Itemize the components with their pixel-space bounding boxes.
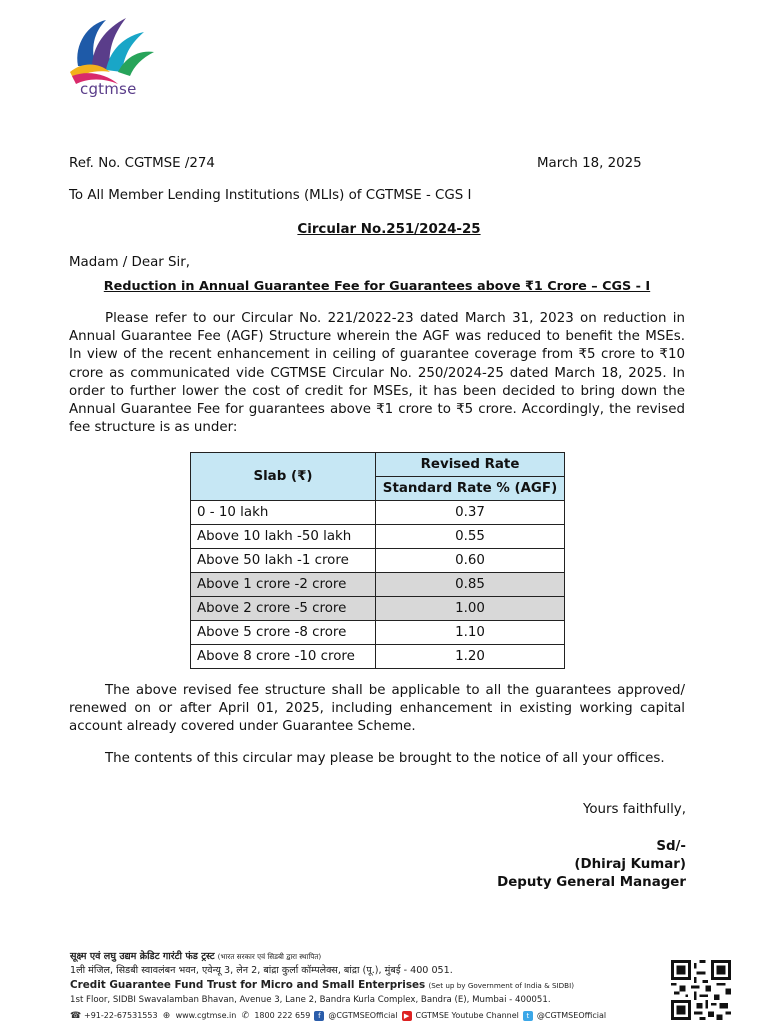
circular-number: Circular No.251/2024-25: [297, 222, 481, 237]
rate-cell: 0.60: [376, 549, 565, 573]
paragraph-notice: [69, 750, 685, 768]
footer-website[interactable]: www.cgtmse.in: [175, 1011, 237, 1020]
phone-icon: ☎: [70, 1011, 82, 1021]
paragraph-applicability-text: The above revised fee structure shall be applicable to all the guarantees approved/ renewed on or after April 01, 2025, including enhancement in existing working capital account already covered under Guarantee Scheme.: [69, 683, 685, 735]
rate-cell: 0.85: [376, 573, 565, 597]
slab-cell: Above 5 crore -8 crore: [191, 621, 376, 645]
paragraph-notice-text: The contents of this circular may please be brought to the notice of all your offices.: [105, 751, 665, 766]
qr-code: [671, 960, 731, 1020]
footer-hindi-name: सूक्ष्म एवं लघु उद्यम क्रेडिट गारंटी फंड ट्रस्ट: [70, 951, 215, 962]
youtube-icon: ▶: [402, 1011, 412, 1021]
signatory-name: (Dhiraj Kumar): [574, 857, 686, 872]
table-header-revised-rate: Revised Rate: [376, 453, 565, 477]
slab-cell: Above 50 lakh -1 crore: [191, 549, 376, 573]
footer-phone: +91-22-67531553: [84, 1011, 158, 1020]
paragraph-intro: [69, 310, 685, 437]
facebook-icon: f: [314, 1011, 324, 1021]
globe-icon: ⊕: [162, 1011, 171, 1021]
footer-youtube[interactable]: CGTMSE Youtube Channel: [415, 1011, 519, 1020]
signature-sd: Sd/-: [656, 839, 686, 854]
slab-cell: Above 8 crore -10 crore: [191, 645, 376, 669]
footer-contact-row: [70, 1009, 670, 1023]
footer-english-address: 1st Floor, SIDBI Swavalamban Bhavan, Avenue 3, Lane 2, Bandra Kurla Complex, Bandra (E), Mumbai - 400051.: [70, 995, 551, 1005]
table-row: [191, 549, 565, 573]
letterhead-footer: [70, 950, 670, 1023]
table-row: [191, 621, 565, 645]
table-row-highlighted: [191, 573, 565, 597]
footer-english-name: Credit Guarantee Fund Trust for Micro and Small Enterprises: [70, 979, 426, 991]
table-row: [191, 501, 565, 525]
table-header-standard-rate: Standard Rate % (AGF): [376, 477, 565, 501]
rate-cell: 1.20: [376, 645, 565, 669]
footer-twitter[interactable]: @CGTMSEOfficial: [536, 1011, 607, 1020]
slab-cell: Above 2 crore -5 crore: [191, 597, 376, 621]
table-row: [191, 645, 565, 669]
rate-cell: 1.10: [376, 621, 565, 645]
slab-cell: 0 - 10 lakh: [191, 501, 376, 525]
table-row-highlighted: [191, 597, 565, 621]
footer-tollfree: 1800 222 659: [254, 1011, 311, 1020]
paragraph-applicability: [69, 682, 685, 737]
subject-line: Reduction in Annual Guarantee Fee for Guarantees above ₹1 Crore – CGS - I: [103, 279, 651, 294]
rate-cell: 0.55: [376, 525, 565, 549]
footer-hindi-address: 1ली मंजिल, सिडबी स्वावलंबन भवन, एवेन्यू 3, लेन 2, बांद्रा कुर्ला कॉम्पलेक्स, बांद्रा (पू.), मुंबई - 400 051.: [70, 965, 453, 976]
paragraph-intro-text: Please refer to our Circular No. 221/2022-23 dated March 31, 2023 on reduction in Annual Guarantee Fee (AGF) Structure wherein the AGF was reduced to benefit the MSEs. In view of the recent enhancement in ceiling of guarantee coverage from ₹5 crore to ₹10 crore as communicated vide CGTMSE Circular No. 250/2024-25 dated March 18, 2025. In order to further lower the cost of credit for MSEs, it has been decided to bring down the Annual Guarantee Fee for guarantees above ₹1 crore to ₹5 crore. Accordingly, the revised fee structure is as under:: [69, 311, 685, 436]
phone-icon: ✆: [241, 1011, 250, 1021]
rate-cell: 1.00: [376, 597, 565, 621]
fee-structure-table: [190, 452, 565, 669]
closing: Yours faithfully,: [582, 802, 686, 817]
signatory-designation: Deputy General Manager: [497, 875, 686, 890]
footer-facebook[interactable]: @CGTMSEOfficial: [328, 1011, 398, 1020]
slab-cell: Above 1 crore -2 crore: [191, 573, 376, 597]
circular-date: March 18, 2025: [537, 156, 642, 171]
reference-number: Ref. No. CGTMSE /274: [69, 156, 215, 171]
table-row: [191, 525, 565, 549]
twitter-icon: t: [523, 1011, 533, 1021]
slab-cell: Above 10 lakh -50 lakh: [191, 525, 376, 549]
salutation: Madam / Dear Sir,: [69, 255, 191, 270]
addressee: To All Member Lending Institutions (MLIs) of CGTMSE - CGS I: [69, 188, 472, 203]
logo-wordmark: cgtmse: [80, 80, 137, 98]
table-header-slab: Slab (₹): [191, 453, 376, 501]
footer-hindi-note: (भारत सरकार एवं सिडबी द्वारा स्थापित): [217, 952, 322, 961]
footer-english-note: (Set up by Government of India & SIDBI): [428, 981, 575, 990]
rate-cell: 0.37: [376, 501, 565, 525]
